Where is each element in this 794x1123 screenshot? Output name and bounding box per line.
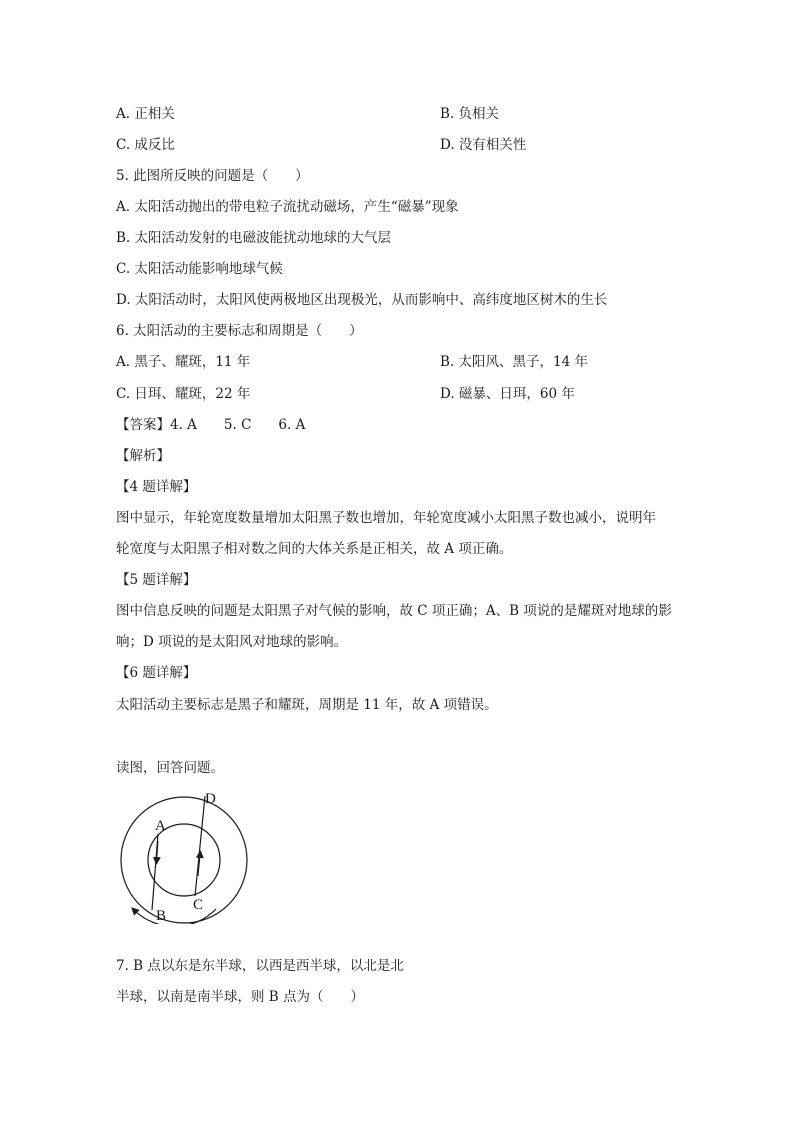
q5-option-a: A. 太阳活动抛出的带电粒子流扰动磁场，产生“磁暴”现象 xyxy=(116,199,459,215)
q6-option-c: C. 日珥、耀斑，22 年 xyxy=(116,386,251,402)
inner-circle xyxy=(148,824,220,896)
detail-4-line-1: 图中显示，年轮宽度数量增加太阳黑子数也增加，年轮宽度减小太阳黑子数也减小，说明年 xyxy=(116,510,656,526)
q7-line-1: 7. B 点以东是东半球，以西是西半球，以北是北 xyxy=(116,958,404,974)
detail-6-header: 【6 题详解】 xyxy=(116,665,197,681)
q5-stem: 5. 此图所反映的问题是（ ） xyxy=(116,168,309,184)
detail-5-line-2: 响；D 项说的是太阳风对地球的影响。 xyxy=(116,634,348,650)
instruction: 读图，回答问题。 xyxy=(116,760,224,776)
label-a: A xyxy=(155,818,166,834)
label-c: C xyxy=(193,897,204,913)
label-b: B xyxy=(156,908,167,924)
line-c-d xyxy=(195,796,205,896)
q6-stem: 6. 太阳活动的主要标志和周期是（ ） xyxy=(116,323,363,339)
polar-view-diagram xyxy=(112,786,252,924)
detail-4-line-2: 轮宽度与太阳黑子相对数之间的大体关系是正相关，故 A 项正确。 xyxy=(116,541,513,557)
q6-option-d: D. 磁暴、日珥，60 年 xyxy=(440,386,575,402)
outer-circle xyxy=(121,797,247,923)
q6-option-b: B. 太阳风、黑子，14 年 xyxy=(440,354,588,370)
q4-option-c: C. 成反比 xyxy=(116,137,175,153)
q5-option-d: D. 太阳活动时，太阳风使两极地区出现极光，从而影响中、高纬度地区树木的生长 xyxy=(116,292,608,308)
q4-option-d: D. 没有相关性 xyxy=(440,137,527,153)
q6-option-a: A. 黑子、耀斑，11 年 xyxy=(116,354,251,370)
q4-option-b: B. 负相关 xyxy=(440,106,500,122)
detail-5-header: 【5 题详解】 xyxy=(116,572,197,588)
line-a-b xyxy=(152,834,158,910)
q5-option-c: C. 太阳活动能影响地球气候 xyxy=(116,261,283,277)
detail-4-header: 【4 题详解】 xyxy=(116,479,197,495)
detail-5-line-1: 图中信息反映的问题是太阳黑子对气候的影响，故 C 项正确；A、B 项说的是耀斑对地球的影 xyxy=(116,603,672,619)
analysis-label: 【解析】 xyxy=(116,448,170,464)
q4-option-a: A. 正相关 xyxy=(116,106,175,122)
q5-option-b: B. 太阳活动发射的电磁波能扰动地球的大气层 xyxy=(116,230,392,246)
detail-6-line-1: 太阳活动主要标志是黑子和耀斑，周期是 11 年，故 A 项错误。 xyxy=(116,697,498,713)
label-d: D xyxy=(205,791,216,807)
q7-line-2: 半球，以南是南半球，则 B 点为（ ） xyxy=(116,989,365,1005)
answer-line: 【答案】4. A 5. C 6. A xyxy=(116,417,306,433)
